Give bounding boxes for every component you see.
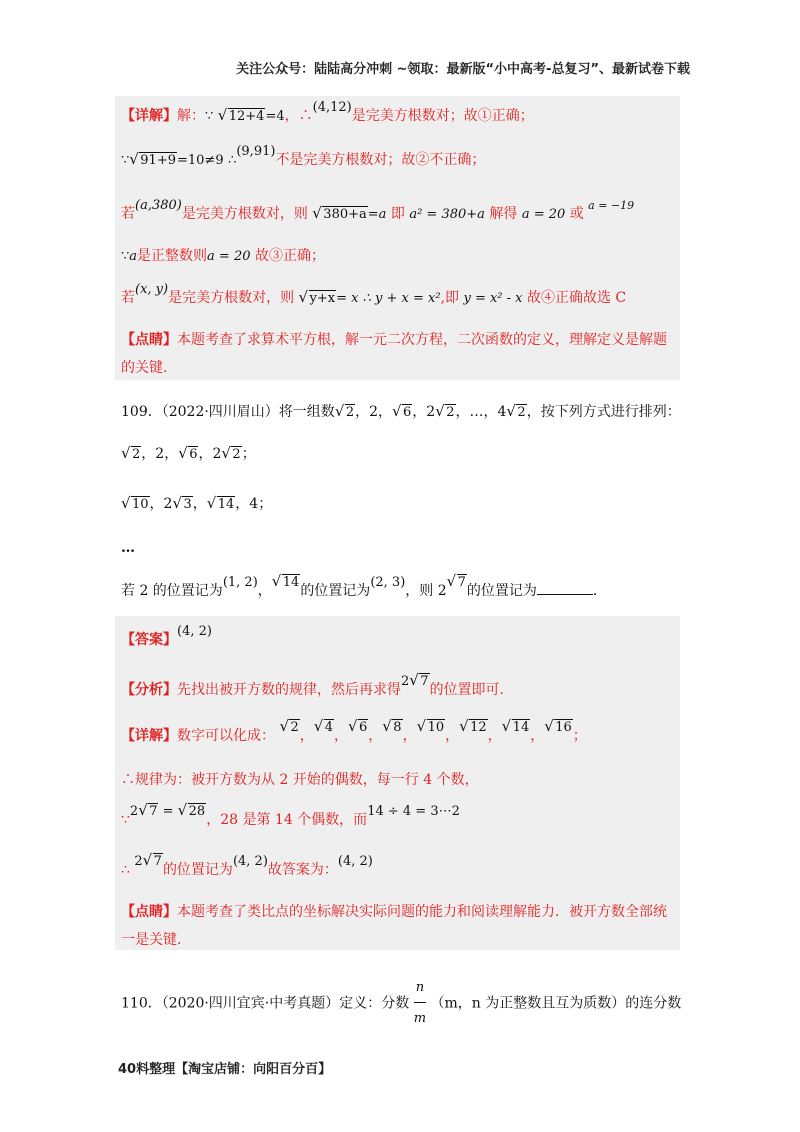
detail-line-5: 若(x, y)是完美方根数对，则 √ y+x= x ∴ y + x = x²,即 y = x² - x 故④正确故选 C [121,288,626,309]
question-110-stem: 110．（2020·四川宜宾·中考真题）定义：分数 $\frac{n}{m}$ （m，n 为正整数且互为质数）的连分数 [121,978,681,1029]
detail-line-3: 若(a,380)是完美方根数对，则 √ 380+a=a 即 a² = 380+a 解得 a = 20 或 $^{a = -19}$ [121,204,634,225]
question-109-ask: 若 2 的位置记为(1, 2)，√ 14的位置记为(2, 3)，则 2√ 7的位置记为 . [121,580,597,602]
arrangement-row-1: √ 2，2，√ 6，2√ 2； [121,444,256,465]
analysis-line: 【分析】先找出被开方数的规律，然后再求得2√ 7的位置即可. [121,680,504,701]
comment-line-1: 【点睛】本题考查了求算术平方根，解一元二次方程，二次函数的定义，理解定义是解题 [121,332,667,348]
answer-blank [537,580,593,595]
question-109-stem: 109．（2022·四川眉山）将一组数√ 2，2，√ 6，2√ 2，…，4√ 2，按下列方式进行排列： [121,402,681,423]
comment-109-line-2: 一是关键. [121,932,182,948]
ellipsis: … [121,540,135,556]
page-header: 关注公众号：陆陆高分冲刺 ~领取：最新版“小中高考-总复习”、最新试卷下载 [236,62,690,77]
detail-line-1: 【详解】解：∵ √ 12+4=4，∴(4,12)是完美方根数对；故①正确； [121,106,534,127]
comment-109-line-1: 【点睛】本题考查了类比点的坐标解决实际问题的能力和阅读理解能力．被开方数全部统 [121,904,667,920]
since-line: ∵2√ 7 = √ 28，28 是第 14 个偶数，而14 ÷ 4 = 3⋯2 [121,810,460,831]
page-footer: 40料整理【淘宝店铺：向阳百分百】 [118,1062,332,1077]
comment-line-2: 的关键. [121,360,168,376]
detail-109-line-1: 【详解】数字可以化成： √ 2，√ 4，√ 6，√ 8，√ 10，√ 12，√ 14，√ 16； [121,726,587,747]
detail-line-4: ∵a是正整数则a = 20 故③正确； [121,248,325,264]
therefore-line: ∴ 2√ 7的位置记为(4, 2)故答案为：(4, 2) [121,860,373,881]
fraction-n-over-m: $\frac{n}{m}$ [414,978,426,1029]
rule-line: ∴规律为：被开方数为从 2 开始的偶数，每一行 4 个数， [121,772,479,788]
answer-line: 【答案】(4, 2) [121,624,212,648]
arrangement-row-2: √ 10，2√ 3，√ 14，4； [121,494,272,515]
detail-line-2: ∵√ 91+9=10≠9 ∴(9,91)不是完美方根数对；故②不正确； [121,150,485,171]
